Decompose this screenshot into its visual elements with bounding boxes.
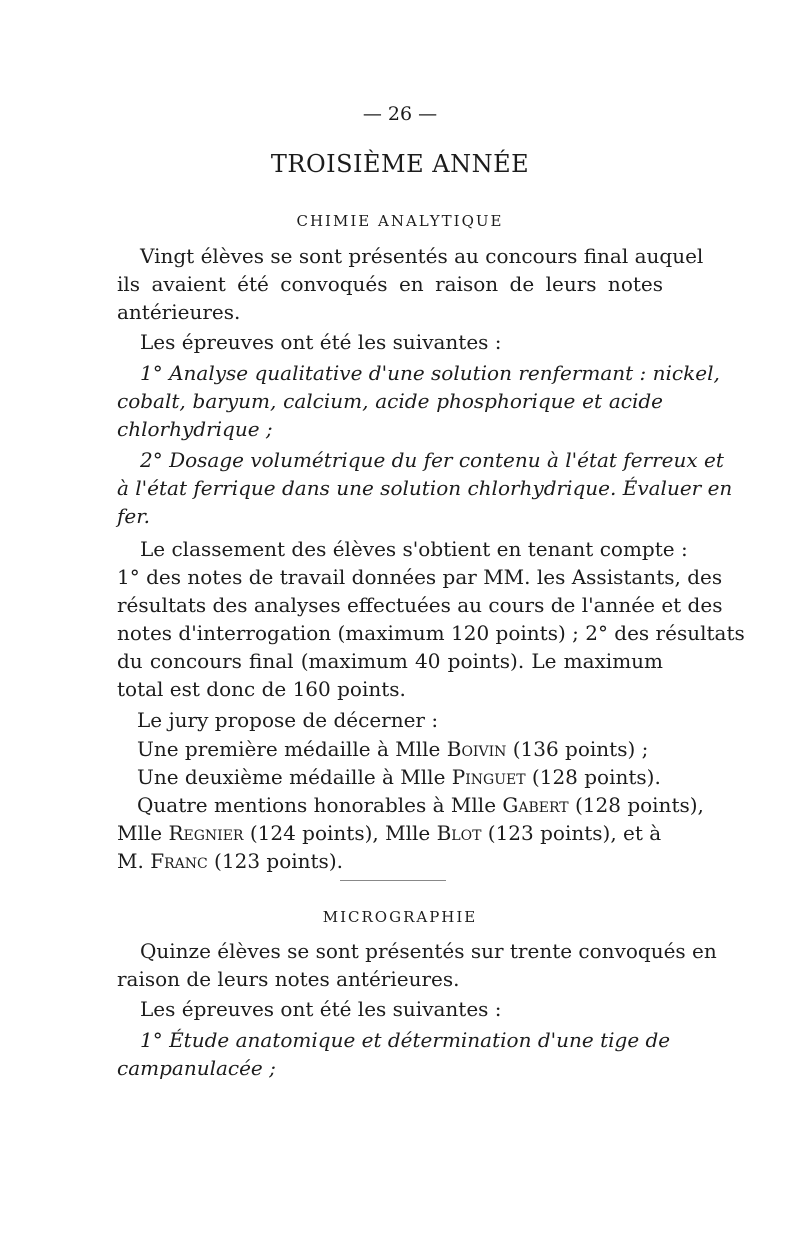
page-title: TROISIÈME ANNÉE xyxy=(270,150,530,178)
award-text: (123 points). xyxy=(207,849,343,873)
award-text: Mlle xyxy=(117,821,169,845)
paragraph-line: 2° Dosage volumétrique du fer contenu à l'état ferreux et xyxy=(140,448,724,472)
paragraph-line: 1° Analyse qualitative d'une solution renfermant : nickel, xyxy=(140,361,720,385)
award-line xyxy=(137,763,663,791)
section-divider xyxy=(340,880,446,881)
section-heading-chimie: CHIMIE ANALYTIQUE xyxy=(296,212,504,230)
paragraph-line: fer. xyxy=(117,504,150,528)
award-text: Une deuxième médaille à Mlle xyxy=(137,765,452,789)
student-name: Gabert xyxy=(502,793,569,817)
student-name: Regnier xyxy=(168,821,244,845)
paragraph-line: Le jury propose de décerner : xyxy=(137,708,439,732)
paragraph-line: Le classement des élèves s'obtient en tenant compte : xyxy=(140,537,688,561)
paragraph-line: à l'état ferrique dans une solution chlorhydrique. Évaluer en xyxy=(117,476,733,500)
award-text: (128 points). xyxy=(525,765,661,789)
paragraph-line: total est donc de 160 points. xyxy=(117,677,406,701)
page-number: — 26 — xyxy=(362,103,438,125)
student-name: Blot xyxy=(436,821,482,845)
section-heading-micrographie: MICROGRAPHIE xyxy=(322,908,478,926)
award-line xyxy=(117,847,663,875)
paragraph-line: campanulacée ; xyxy=(117,1056,276,1080)
award-text: Quatre mentions honorables à Mlle xyxy=(137,793,503,817)
paragraph-line: notes d'interrogation (maximum 120 points) ; 2° des résultats xyxy=(117,621,745,645)
paragraph-line: Quinze élèves se sont présentés sur trente convoqués en xyxy=(140,939,717,963)
award-line xyxy=(117,819,663,847)
paragraph-line: antérieures. xyxy=(117,300,241,324)
paragraph-line: 1° Étude anatomique et détermination d'une tige de xyxy=(140,1028,671,1052)
paragraph-line: Les épreuves ont été les suivantes : xyxy=(140,997,502,1021)
award-text: (128 points), xyxy=(568,793,704,817)
paragraph-line: raison de leurs notes antérieures. xyxy=(117,967,460,991)
award-text: M. xyxy=(117,849,151,873)
paragraph-line: résultats des analyses effectuées au cours de l'année et des xyxy=(117,593,723,617)
paragraph-line: ils avaient été convoqués en raison de leurs notes xyxy=(117,272,663,296)
paragraph-line: chlorhydrique ; xyxy=(117,417,273,441)
paragraph-line: Les épreuves ont été les suivantes : xyxy=(140,330,502,354)
award-text: (123 points), et à xyxy=(481,821,662,845)
student-name: Franc xyxy=(150,849,208,873)
award-line xyxy=(137,791,704,819)
student-name: Pinguet xyxy=(451,765,526,789)
award-text: (136 points) ; xyxy=(506,737,649,761)
paragraph-line: cobalt, baryum, calcium, acide phosphorique et acide xyxy=(117,389,663,413)
paragraph-line: du concours final (maximum 40 points). Le maximum xyxy=(117,649,663,673)
paragraph-line: Vingt élèves se sont présentés au concours final auquel xyxy=(140,244,704,268)
award-text: Une première médaille à Mlle xyxy=(137,737,447,761)
award-line xyxy=(137,735,663,763)
paragraph-line: 1° des notes de travail données par MM. les Assistants, des xyxy=(117,565,723,589)
award-text: (124 points), Mlle xyxy=(243,821,437,845)
student-name: Boivin xyxy=(446,737,507,761)
